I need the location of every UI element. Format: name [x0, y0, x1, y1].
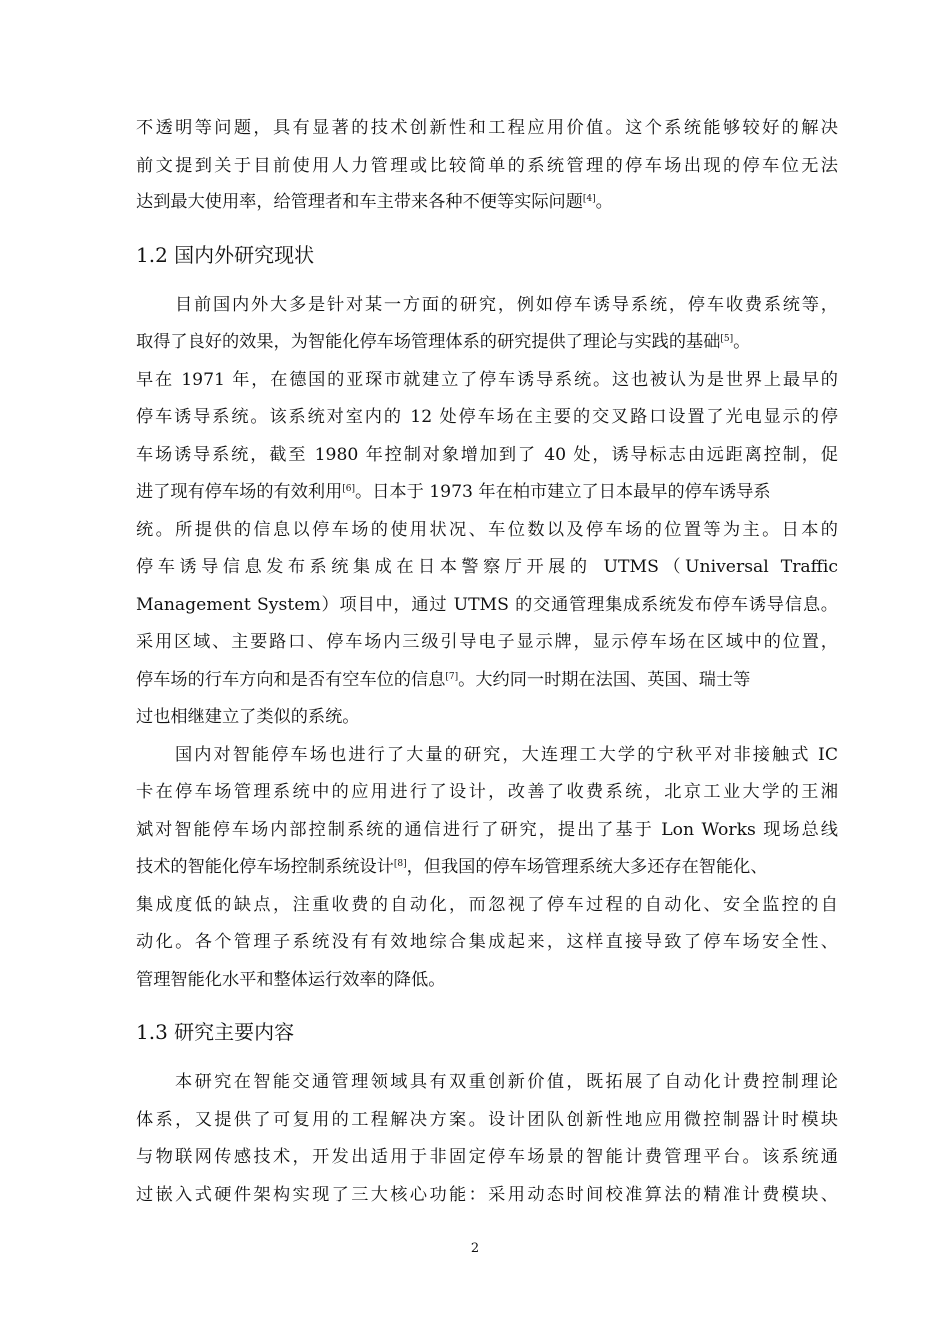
paragraph-line: 本研究在智能交通管理领域具有双重创新价值，既拓展了自动化计费控制理论 [175, 1072, 838, 1092]
paragraph-line: 过也相继建立了类似的系统。 [136, 707, 360, 727]
paragraph-line: 采用区域、主要路口、停车场内三级引导电子显示牌，显示停车场在区域中的位置， [136, 632, 838, 652]
paragraph-line: 停车场的行车方向和是否有空车位的信息[7]。大约同一时期在法国、英国、瑞士等 [136, 670, 751, 690]
paragraph-line: Management System）项目中，通过 UTMS 的交通管理集成系统发布停车诱导信息。 [136, 595, 838, 615]
paragraph-line: 停车诱导系统。该系统对室内的 12 处停车场在主要的交叉路口设置了光电显示的停 [136, 407, 838, 427]
paragraph-line: 过嵌入式硬件架构实现了三大核心功能：采用动态时间校准算法的精准计费模块、 [136, 1185, 838, 1205]
paragraph-line: 进了现有停车场的有效利用[6]。日本于 1973 年在柏市建立了日本最早的停车诱导系 [136, 482, 771, 502]
paragraph-line: 体系，又提供了可复用的工程解决方案。设计团队创新性地应用微控制器计时模块 [136, 1110, 838, 1130]
paragraph-line: 达到最大使用率，给管理者和车主带来各种不便等实际问题[4]。 [136, 192, 613, 212]
paragraph-line: 卡在停车场管理系统中的应用进行了设计，改善了收费系统，北京工业大学的王湘 [136, 782, 838, 802]
citation: [8] [393, 859, 407, 869]
paragraph-line: 集成度低的缺点，注重收费的自动化，而忽视了停车过程的自动化、安全监控的自 [136, 895, 838, 915]
paragraph-line: 目前国内外大多是针对某一方面的研究，例如停车诱导系统，停车收费系统等， [175, 295, 838, 315]
paragraph-line: 国内对智能停车场也进行了大量的研究，大连理工大学的宁秋平对非接触式 IC [175, 745, 838, 765]
paragraph-line: 停车诱导信息发布系统集成在日本警察厅开展的 UTMS（Universal Traffic [136, 557, 838, 577]
citation: [4] [582, 194, 596, 204]
paragraph-line: 管理智能化水平和整体运行效率的降低。 [136, 970, 446, 990]
paragraph-line: 取得了良好的效果，为智能化停车场管理体系的研究提供了理论与实践的基础[5]。 [136, 332, 751, 352]
paragraph-line: 技术的智能化停车场控制系统设计[8]，但我国的停车场管理系统大多还存在智能化、 [136, 857, 768, 877]
paragraph-line: 统。所提供的信息以停车场的使用状况、车位数以及停车场的位置等为主。日本的 [136, 520, 838, 540]
paragraph-line: 不透明等问题，具有显著的技术创新性和工程应用价值。这个系统能够较好的解决 [136, 118, 838, 138]
section-heading: 1.2 国内外研究现状 [136, 243, 315, 267]
paragraph-line: 斌对智能停车场内部控制系统的通信进行了研究，提出了基于 Lon Works 现场总线 [136, 820, 838, 840]
paragraph-line: 动化。各个管理子系统没有有效地综合集成起来，这样直接导致了停车场安全性、 [136, 932, 838, 952]
citation: [6] [342, 484, 356, 494]
paragraph-line: 早在 1971 年，在德国的亚琛市就建立了停车诱导系统。这也被认为是世界上最早的 [136, 370, 838, 390]
paragraph-line: 前文提到关于目前使用人力管理或比较简单的系统管理的停车场出现的停车位无法 [136, 156, 838, 176]
paragraph-line: 与物联网传感技术，开发出适用于非固定停车场景的智能计费管理平台。该系统通 [136, 1147, 838, 1167]
citation: [5] [720, 334, 734, 344]
section-heading: 1.3 研究主要内容 [136, 1020, 295, 1044]
citation: [7] [445, 672, 459, 682]
page-number: 2 [470, 1241, 480, 1256]
paragraph-line: 车场诱导系统，截至 1980 年控制对象增加到了 40 处，诱导标志由远距离控制，促 [136, 445, 838, 465]
